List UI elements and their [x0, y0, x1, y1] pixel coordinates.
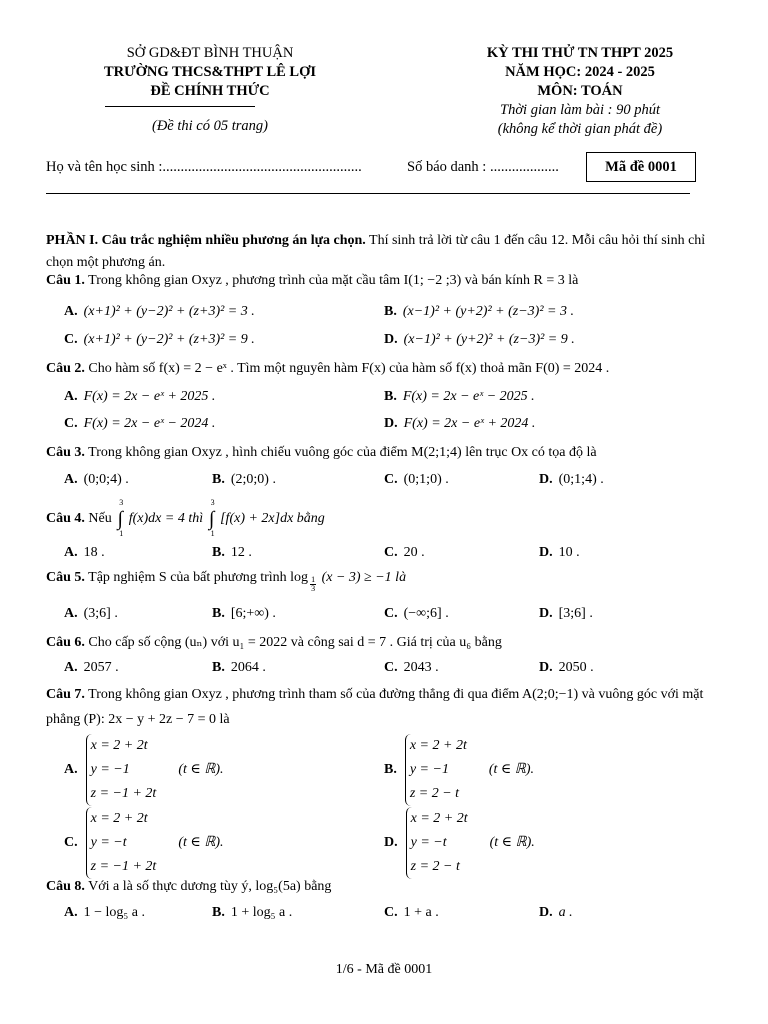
q4-option-c[interactable]: C. 20 .	[384, 545, 425, 560]
question-text: [f(x) + 2x]dx bằng	[220, 511, 325, 526]
question-6	[46, 632, 726, 654]
header-divider	[105, 106, 255, 107]
question-2	[46, 358, 726, 380]
part1-title: PHẦN I. Câu trắc nghiệm nhiều phương án lựa chọn.	[46, 233, 366, 248]
question-3	[46, 442, 726, 464]
q6-option-b[interactable]: B. 2064 .	[212, 660, 266, 675]
header-right	[430, 44, 730, 139]
page-footer: 1/6 - Mã đề 0001	[335, 962, 433, 977]
question-text: f(x)dx = 4 thì	[128, 511, 204, 526]
q3-option-a[interactable]: A. (0;0;4) .	[64, 472, 129, 487]
question-label: Câu 6.	[46, 635, 85, 650]
q1-option-d[interactable]: D. (x−1)² + (y+2)² + (z−3)² = 9 .	[384, 332, 575, 347]
question-label: Câu 5.	[46, 570, 85, 585]
q5-option-a[interactable]: A. (3;6] .	[64, 606, 118, 621]
time-note: (không kể thời gian phát đề)	[497, 121, 663, 137]
q6-option-d[interactable]: D. 2050 .	[539, 660, 594, 675]
equation-system: x = 2 + 2t y = −t z = −1 + 2t	[86, 807, 157, 879]
integral-sign: ∫ 3 1	[117, 497, 124, 538]
q1-option-b[interactable]: B. (x−1)² + (y+2)² + (z−3)² = 3 .	[384, 304, 574, 319]
subject: MÔN: TOÁN	[537, 83, 623, 99]
question-label: Câu 4.	[46, 511, 85, 526]
question-text: Tập nghiệm S của bất phương trình log	[88, 570, 309, 585]
q6-option-a[interactable]: A. 2057 .	[64, 660, 119, 675]
question-text: Nếu	[88, 511, 112, 526]
q2-option-b[interactable]: B. F(x) = 2x − eˣ − 2025 .	[384, 389, 535, 404]
q3-option-c[interactable]: C. (0;1;0) .	[384, 472, 449, 487]
q5-option-d[interactable]: D. [3;6] .	[539, 606, 593, 621]
q7-option-d[interactable]: D.x = 2 + 2t y = −t z = 2 − t(t ∈ ℝ).	[384, 807, 535, 879]
question-text: Trong không gian Oxyz , phương trình của mặt cầu tâm I(1; −2 ;3) và bán kính R = 3 là	[88, 273, 579, 288]
question-label: Câu 2.	[46, 361, 85, 376]
q6-option-c[interactable]: C. 2043 .	[384, 660, 439, 675]
q1-option-c[interactable]: C. (x+1)² + (y−2)² + (z+3)² = 9 .	[64, 332, 255, 347]
question-label: Câu 1.	[46, 273, 85, 288]
q2-option-a[interactable]: A. F(x) = 2x − eˣ + 2025 .	[64, 389, 216, 404]
q8-option-a[interactable]: A. 1 − log₅ a .	[64, 905, 146, 920]
equation-system: x = 2 + 2t y = −t z = 2 − t	[406, 807, 468, 879]
q7-option-a[interactable]: A.x = 2 + 2t y = −1 z = −1 + 2t(t ∈ ℝ).	[64, 734, 223, 806]
q4-option-b[interactable]: B. 12 .	[212, 545, 252, 560]
student-id-label: Số báo danh : ...................	[407, 159, 559, 175]
question-4	[46, 497, 726, 538]
question-5	[46, 567, 726, 593]
q2-option-c[interactable]: C. F(x) = 2x − eˣ − 2024 .	[64, 416, 216, 431]
q8-option-c[interactable]: C. 1 + a .	[384, 905, 439, 920]
question-8	[46, 876, 726, 898]
exam-title: KỲ THI THỬ TN THPT 2025	[486, 45, 674, 61]
question-label: Câu 7.	[46, 687, 85, 702]
q3-option-d[interactable]: D. (0;1;4) .	[539, 472, 604, 487]
school-year: NĂM HỌC: 2024 - 2025	[505, 64, 655, 80]
question-text: Trong không gian Oxyz , hình chiếu vuông góc của điểm M(2;1;4) lên trục Ox có tọa độ là	[88, 445, 597, 460]
question-text: (x − 3) ≥ −1 là	[321, 570, 407, 585]
q8-option-d[interactable]: D. a .	[539, 905, 573, 920]
q4-option-d[interactable]: D. 10 .	[539, 545, 580, 560]
q3-option-b[interactable]: B. (2;0;0) .	[212, 472, 276, 487]
q4-option-a[interactable]: A. 18 .	[64, 545, 105, 560]
question-text: Cho hàm số f(x) = 2 − eˣ . Tìm một nguyên hàm F(x) của hàm số f(x) thoả mãn F(0) = 2024 .	[88, 361, 610, 376]
official-label: ĐỀ CHÍNH THỨC	[150, 83, 270, 99]
part1-instructions: Thí sinh trả lời từ câu 1 đến câu 12. Mỗi câu hỏi thí sinh chỉ chọn một phương án.	[46, 233, 706, 270]
question-text: Cho cấp số cộng (uₙ) với u₁ = 2022 và công sai d = 7 . Giá trị của u₆ bằng	[88, 635, 502, 650]
q2-option-d[interactable]: D. F(x) = 2x − eˣ + 2024 .	[384, 416, 536, 431]
q5-option-b[interactable]: B. [6;+∞) .	[212, 606, 276, 621]
integral-sign: ∫ 3 1	[208, 497, 215, 538]
q8-option-b[interactable]: B. 1 + log₅ a .	[212, 905, 293, 920]
question-label: Câu 8.	[46, 879, 85, 894]
question-text: Với a là số thực dương tùy ý, log₅(5a) bằng	[88, 879, 332, 894]
q7-option-b[interactable]: B.x = 2 + 2t y = −1 z = 2 − t(t ∈ ℝ).	[384, 734, 534, 806]
page-count-note: (Đề thi có 05 trang)	[152, 118, 268, 134]
header-left	[60, 44, 360, 101]
time-limit: Thời gian làm bài : 90 phút	[500, 102, 660, 118]
q5-option-c[interactable]: C. (−∞;6] .	[384, 606, 449, 621]
q7-option-c[interactable]: C.x = 2 + 2t y = −t z = −1 + 2t(t ∈ ℝ).	[64, 807, 223, 879]
equation-system: x = 2 + 2t y = −1 z = 2 − t	[405, 734, 467, 806]
school-name: TRƯỜNG THCS&THPT LÊ LỢI	[103, 64, 317, 80]
q1-option-a[interactable]: A. (x+1)² + (y−2)² + (z+3)² = 3 .	[64, 304, 255, 319]
question-label: Câu 3.	[46, 445, 85, 460]
dept-name: SỞ GD&ĐT BÌNH THUẬN	[126, 45, 294, 61]
student-divider	[46, 193, 690, 194]
exam-code-box: Mã đề 0001	[586, 152, 696, 182]
question-7	[46, 682, 726, 732]
student-name-label: Họ và tên học sinh :.......................................................	[46, 159, 362, 175]
equation-system: x = 2 + 2t y = −1 z = −1 + 2t	[86, 734, 157, 806]
part1-intro	[46, 230, 726, 274]
question-text: Trong không gian Oxyz , phương trình tham số của đường thẳng đi qua điểm A(2;0;−1) và vuông góc với mặt phẳng (P): 2x − y + 2z − 7 = 0 là	[46, 687, 704, 727]
question-1	[46, 270, 726, 292]
log-base-fraction: $\frac{1}{3}$	[311, 575, 316, 593]
